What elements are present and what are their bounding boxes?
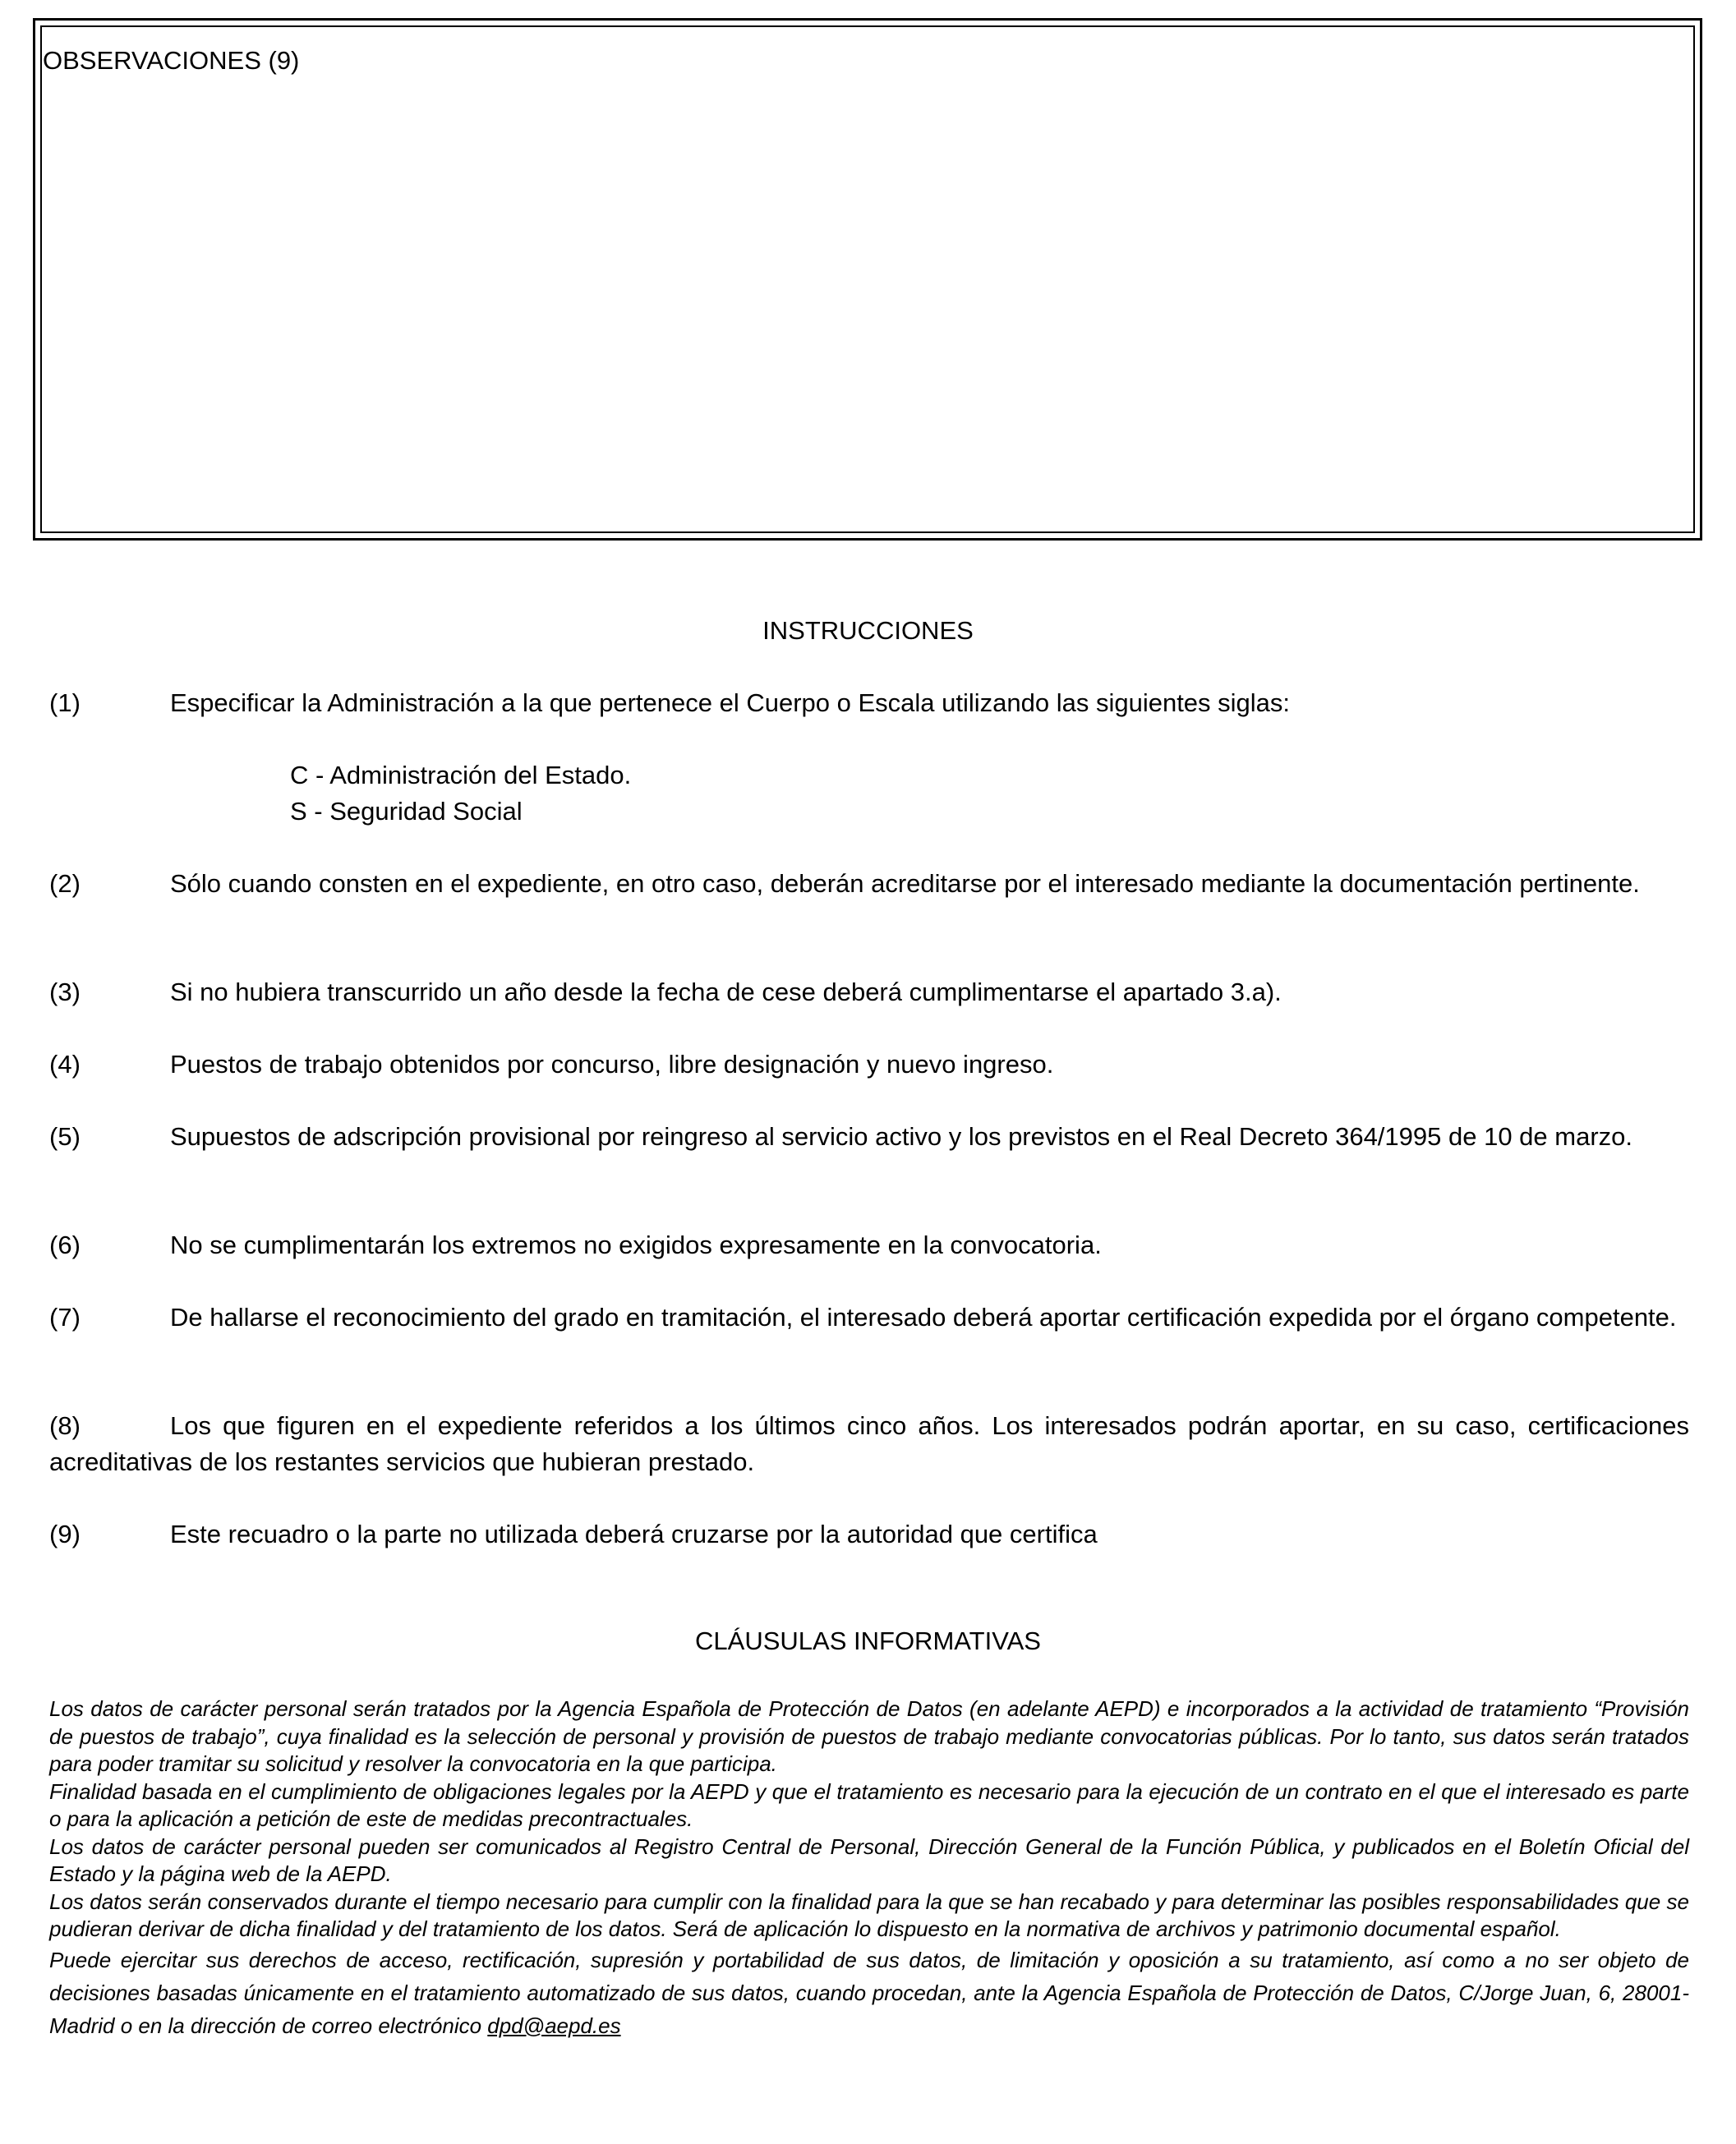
clausulas-title: CLÁUSULAS INFORMATIVAS bbox=[695, 1626, 1041, 1655]
instruction-text: Este recuadro o la parte no utilizada deberá cruzarse por la autoridad que certifica bbox=[170, 1520, 1098, 1548]
instruction-number: (5) bbox=[49, 1122, 81, 1151]
instruction-item-8 bbox=[49, 1408, 1689, 1480]
instruction-number: (1) bbox=[49, 688, 81, 717]
instruction-number: (4) bbox=[49, 1050, 81, 1079]
instruction-item-2 bbox=[49, 866, 1689, 902]
instruction-number: (3) bbox=[49, 978, 81, 1006]
instruction-item-9 bbox=[49, 1516, 1689, 1553]
instruction-text: Puestos de trabajo obtenidos por concurso, libre designación y nuevo ingreso. bbox=[170, 1050, 1054, 1079]
instruction-number: (6) bbox=[49, 1231, 81, 1259]
clausula-paragraph-rights bbox=[49, 1944, 1689, 2042]
clausula-paragraph: Los datos de carácter personal serán tratados por la Agencia Española de Protección de Datos (en adelante AEPD) e incorporados a la actividad de tratamiento “Provisión de puestos de trabajo”, cuya finalidad es la selección de personal y provisión de puestos de trabajo mediante convocatorias públicas. Por lo tanto, sus datos serán tratados para poder tramitar su solicitud y resolver la convocatoria en la que participa. bbox=[49, 1696, 1689, 1776]
instruction-text: Si no hubiera transcurrido un año desde la fecha de cese deberá cumplimentarse el apartado 3.a). bbox=[170, 978, 1282, 1006]
instruction-text: Especificar la Administración a la que pertenece el Cuerpo o Escala utilizando las siguientes siglas: bbox=[170, 688, 1291, 717]
instrucciones-title: INSTRUCCIONES bbox=[762, 616, 974, 645]
instruction-item-5 bbox=[49, 1119, 1689, 1155]
instruction-text: Sólo cuando consten en el expediente, en otro caso, deberán acreditarse por el interesado mediante la documentación pertinente. bbox=[170, 869, 1640, 898]
instruction-text: De hallarse el reconocimiento del grado en tramitación, el interesado deberá aportar certificación expedida por el órgano competente. bbox=[170, 1303, 1677, 1332]
instruction-text: No se cumplimentarán los extremos no exigidos expresamente en la convocatoria. bbox=[170, 1231, 1102, 1259]
instruction-item-1 bbox=[49, 685, 1689, 721]
instruction-number: (8) bbox=[49, 1411, 81, 1440]
email-link[interactable]: dpd@aepd.es bbox=[487, 2013, 621, 2038]
instruction-text: Supuestos de adscripción provisional por reingreso al servicio activo y los previstos en el Real Decreto 364/1995 de 10 de marzo. bbox=[170, 1122, 1633, 1151]
sigla-s: S - Seguridad Social bbox=[290, 797, 523, 826]
clausula-paragraph: Los datos de carácter personal pueden ser comunicados al Registro Central de Personal, Dirección General de la Función Pública, y publicados en el Boletín Oficial del Estado y la página web de la AEPD. bbox=[49, 1833, 1689, 1886]
instruction-item-3 bbox=[49, 974, 1689, 1010]
instruction-number: (9) bbox=[49, 1520, 81, 1548]
sigla-c: C - Administración del Estado. bbox=[290, 761, 632, 789]
instruction-number: (7) bbox=[49, 1303, 81, 1332]
clausula-rights-text: Puede ejercitar sus derechos de acceso, rectificación, supresión y portabilidad de sus datos, de limitación y oposición a su tratamiento, así como a no ser objeto de decisiones basadas únicamente en el tratamiento automatizado de sus datos, cuando procedan, ante la Agencia Española de Protección de Datos, C/Jorge Juan, 6, 28001- Madrid o en la dirección de correo electrónico bbox=[49, 1947, 1689, 2038]
observaciones-inner-border bbox=[40, 25, 1695, 533]
instruction-number: (2) bbox=[49, 869, 81, 898]
clausula-paragraph: Los datos serán conservados durante el tiempo necesario para cumplir con la finalidad para la que se han recabado y para determinar las posibles responsabilidades que se pudieran derivar de dicha finalidad y del tratamiento de los datos. Será de aplicación lo dispuesto en la normativa de archivos y patrimonio documental español. bbox=[49, 1889, 1689, 1941]
instruction-item-7 bbox=[49, 1300, 1689, 1336]
instruction-item-6 bbox=[49, 1227, 1689, 1263]
instruction-item-4 bbox=[49, 1047, 1689, 1083]
clausula-paragraph: Finalidad basada en el cumplimiento de obligaciones legales por la AEPD y que el tratamiento es necesario para la ejecución de un contrato en el que el interesado es parte o para la aplicación a petición de este de medidas precontractuales. bbox=[49, 1778, 1689, 1831]
observaciones-box bbox=[33, 18, 1702, 541]
instruction-text: Los que figuren en el expediente referidos a los últimos cinco años. Los interesados podrán aportar, en su caso, certificaciones acreditativas de los restantes servicios que hubieran prestado. bbox=[49, 1411, 1689, 1476]
clausulas-body bbox=[49, 1695, 1689, 2042]
observaciones-title: OBSERVACIONES (9) bbox=[43, 46, 300, 75]
